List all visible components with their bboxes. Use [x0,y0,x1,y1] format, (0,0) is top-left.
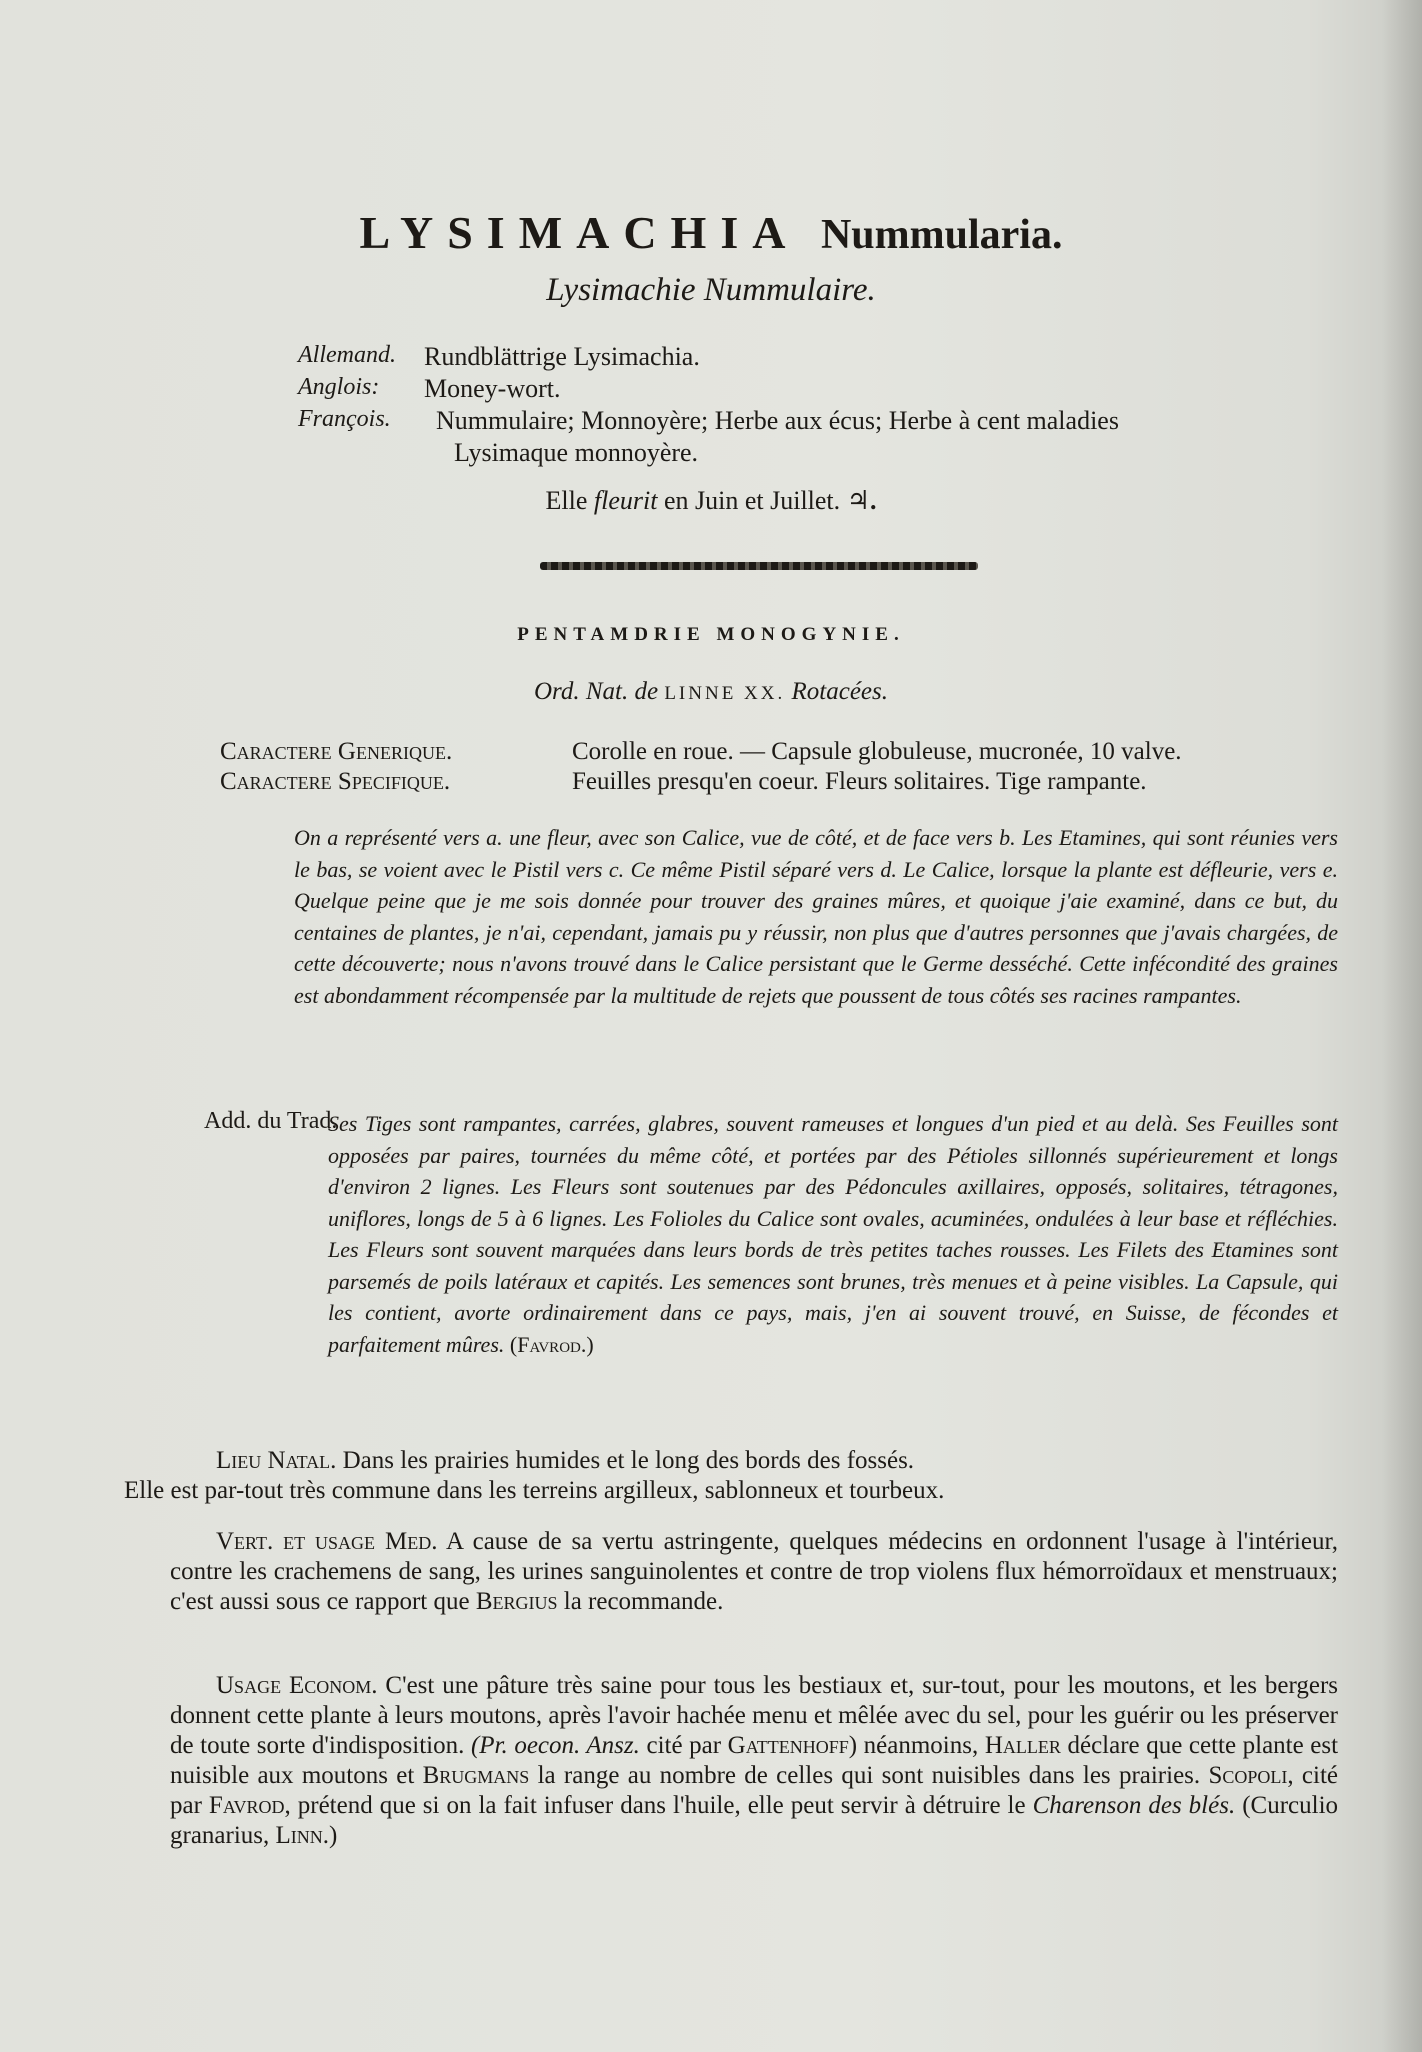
author-scopoli: Scopoli, [1208,1762,1294,1789]
author-haller: Haller [984,1732,1061,1759]
lang-value-cont: Lysimaque monnoyère. [454,438,699,467]
name-row-allemand [298,342,1338,374]
usage-med-end: la recommande. [563,1588,724,1615]
vernacular-names [298,342,1338,470]
author-bergius: Bergius [475,1588,558,1615]
cite-par-2: cité par [170,1762,1339,1819]
translator-addition [328,1108,1338,1360]
usage-econ-text3: déclare que cette plante est nuisible aux moutons et [170,1732,1339,1789]
translator-addition-label: Add. du Trad. [204,1108,338,1134]
linne-ref: LINNE XX. [664,683,786,704]
usage-econ-text4: la range au nombre de celles qui sont nuisibles dans les prairies. [537,1762,1201,1789]
lang-label: François. [298,406,391,432]
usage-med-section [170,1527,1338,1617]
specific-character [220,768,1340,796]
name-row-anglois [298,374,1338,406]
attribution: (Favrod.) [509,1331,594,1357]
specific-label: Caractere Specifique. [220,768,451,795]
genus-name: LYSIMACHIA [359,207,800,258]
usage-econ-text5: prétend que si on la fait infuser dans l'huile, elle peut servir à détruire le [297,1792,1026,1819]
lieu-natal-section [124,1446,1338,1506]
author-linn: Linn.) [275,1822,338,1849]
flowering-prefix: Elle [545,486,588,515]
usage-econ-label: Usage Econom. [216,1672,378,1699]
linnaean-class: PENTAMDRIE MONOGYNIE. [517,624,905,645]
usage-econ-text1: C'est une pâture très saine pour tous les bestiaux et, sur-tout, pour les moutons, et les bergers donnent cette plante à leurs moutons, après l'avoir hachée menu et mêlée avec du sel, pour les guérir ou les préserver de toute sorte d'indisposition. [170,1672,1338,1759]
cite-par-1: cité par [646,1732,722,1759]
lang-value: Rundblättrige Lysimachia. [424,342,700,371]
author-brugmans: Brugmans [422,1762,530,1789]
plate-description: On a représenté vers a. une fleur, avec son Calice, vue de côté, et de face vers b. Les Etamines, qui sont réunies vers le bas, se voient avec le Pistil vers c. Ce même Pistil séparé vers d. Le Calice, lorsque la plante est défleurie, vers e. Quelque peine que je me sois donnée pour trouver des graines mûres, et quoique j'aie examiné, dans ce but, du centaines de plantes, je n'ai, cependant, jamais pu y réussir, non plus que d'autres personnes que j'avais chargées, de cette découverte; nous n'avons trouvé dans le Calice persistant que le Germe desséché. Cette infécondité des graines est abondamment récompensée par la multitude de rejets que poussent de tous côtés ses racines rampantes. [294,825,1338,1008]
flowering-line [0,486,1422,516]
usage-econ-section [170,1671,1338,1851]
lang-label: Anglois: [298,374,380,400]
lang-value: Nummulaire; Monnoyère; Herbe aux écus; Herbe à cent maladies [436,406,1119,435]
author-gattenhoff: Gattenhoff) [727,1732,858,1759]
translator-addition-text: Ses Tiges sont rampantes, carrées, glabres, souvent rameuses et longues d'un pied et au delà. Ses Feuilles sont opposées par paires, tournées du même côté, et portées par des Pétioles sillonnés supérieurement et longs d'environ 2 lignes. Les Fleurs sont soutenues par des Pédoncules axillaires, opposés, solitaires, tétragones, uniflores, longs de 5 à 6 lignes. Les Folioles du Calice sont ovales, acuminées, ondulées à leur base et réfléchies. Les Fleurs sont souvent marquées dans leurs bords de très petites taches rousses. Les Filets des Etamines sont parsemés de poils latéraux et capités. Les semences sont brunes, très menues et à peine visibles. La Capsule, qui les contient, avorte ordinairement dans ce pays, mais, j'en ai souvent trouvé, en Suisse, de fécondes et parfaitement mûres. [328,1111,1338,1357]
lang-value: Money-wort. [424,374,561,403]
usage-med-label: Vert. et usage Med. [216,1528,438,1555]
latin-name: (Curculio granarius, [170,1792,1339,1849]
generic-character [220,738,1340,766]
specific-value: Feuilles presqu'en coeur. Fleurs solitaires. Tige rampante. [572,768,1147,795]
name-row-francois-cont [298,438,1338,470]
lieu-natal-line1: Dans les prairies humides et le long des bords des fossés. [342,1447,915,1474]
usage-econ-text2: néanmoins, [863,1732,979,1759]
ornamental-rule [540,562,978,570]
generic-value: Corolle en roue. — Capsule globuleuse, mucronée, 10 valve. [572,738,1182,765]
family-name: Rotacées. [791,678,888,705]
lang-label: Allemand. [298,342,396,368]
generic-label: Caractere Generique. [220,738,453,765]
species-name: Nummularia. [820,212,1063,258]
perennial-symbol: ♃. [846,486,877,515]
flowering-text: en Juin et Juillet. [663,486,841,515]
french-name: Lysimachie Nummulaire. [546,272,876,308]
name-row-francois [298,406,1338,438]
author-favrod: Favrod, [208,1792,291,1819]
lieu-natal-line2: Elle est par-tout très commune dans les terreins argilleux, sablonneux et tourbeux. [124,1477,945,1504]
reference: (Pr. oecon. Ansz. [470,1732,640,1759]
lieu-natal-label: Lieu Natal. [216,1447,337,1474]
pest-name: Charenson des blés. [1032,1792,1236,1819]
flowering-verb: fleurit [593,486,658,515]
ordnat-prefix: Ord. Nat. de [534,678,659,705]
natural-order [0,678,1422,706]
usage-med-text: A cause de sa vertu astringente, quelques médecins en ordonnent l'usage à l'intérieur, contre les crachemens de sang, les urines sanguinolentes et contre de trop violens flux hémorroïdaux et menstruaux; c'est aussi sous ce rapport que [170,1528,1339,1615]
page-title [0,206,1422,259]
